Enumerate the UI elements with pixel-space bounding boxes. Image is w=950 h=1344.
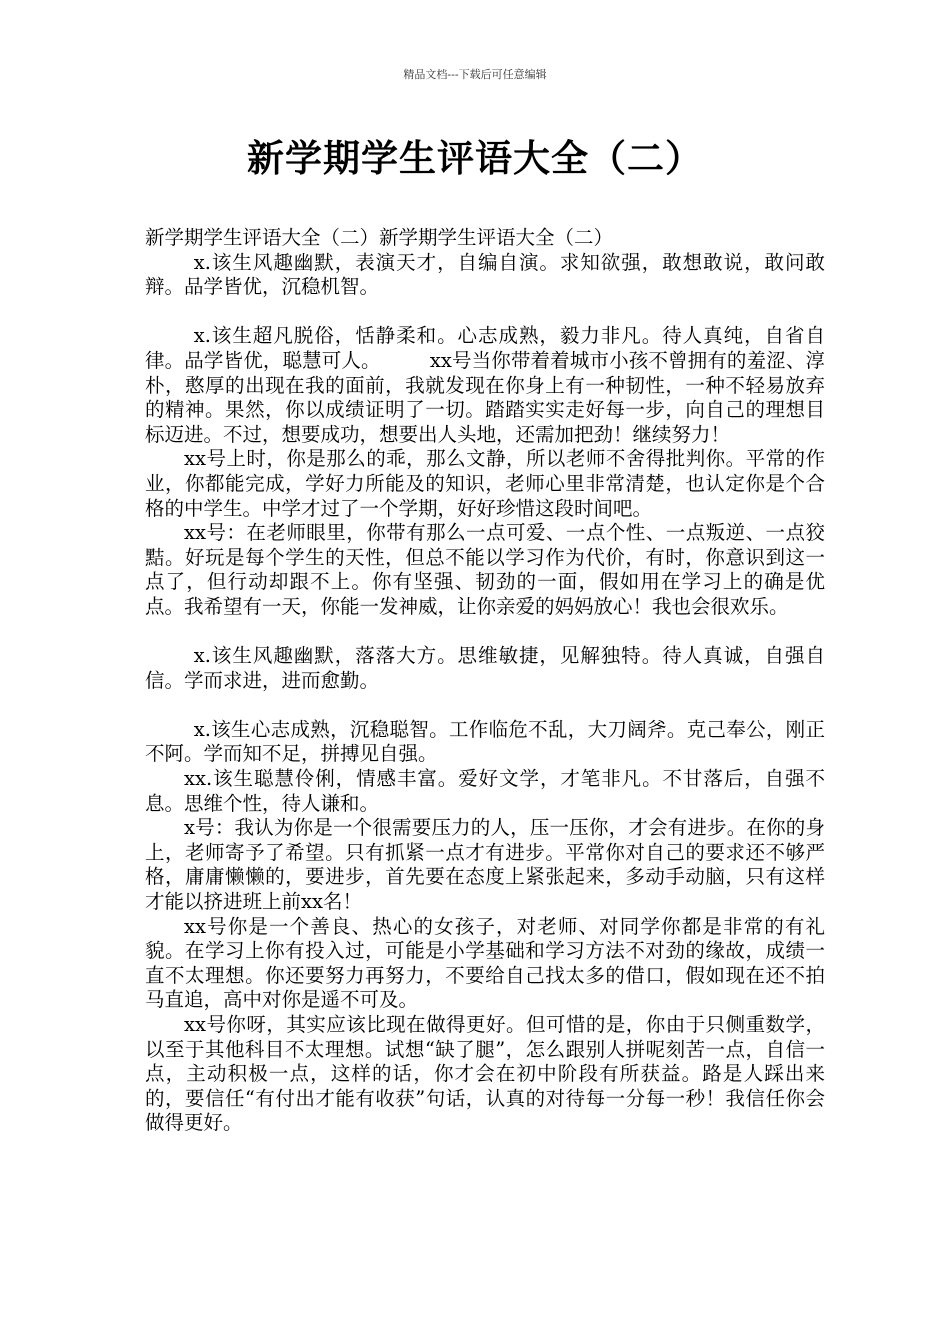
comment-paragraph: xx.该生聪慧伶俐，情感丰富。爱好文学，才笔非凡。不甘落后，自强不息。思维个性，待人谦和。: [145, 767, 825, 815]
comment-paragraph: x.该生风趣幽默，表演天才，自编自演。求知欲强，敢想敢说，敢问敢辩。品学皆优，沉稳机智。: [145, 250, 825, 299]
comment-paragraph: xx号上时，你是那么的乖，那么文静，所以老师不舍得批判你。平常的作业，你都能完成，学好力所能及的知识，老师心里非常清楚，也认定你是个合格的中学生。中学才过了一个学期，好好珍惜这段时间吧。: [145, 447, 825, 520]
comment-paragraph: xx号你是一个善良、热心的女孩子，对老师、对同学你都是非常的有礼貌。在学习上你有投入过，可能是小学基础和学习方法不对劲的缘故，成绩一直不太理想。你还要努力再努力，不要给自己找太多的借口，假如现在还不拍马直追，高中对你是遥不可及。: [145, 914, 825, 1012]
document-body: [145, 226, 825, 1136]
comment-paragraph: x号：我认为你是一个很需要压力的人，压一压你，才会有进步。在你的身上，老师寄予了希望。只有抓紧一点才有进步。平常你对自己的要求还不够严格，庸庸懒懒的，要进步，首先要在态度上紧张起来，多动手动脑，只有这样才能以挤进班上前xx名！: [145, 816, 825, 914]
document-title: 新学期学生评语大全（二）: [247, 136, 703, 180]
intro-line: 新学期学生评语大全（二）新学期学生评语大全（二）: [145, 226, 614, 249]
comment-paragraph: x.该生超凡脱俗，恬静柔和。心志成熟，毅力非凡。待人真纯，自省自律。品学皆优，聪慧可人。 xx号当你带着着城市小孩不曾拥有的羞涩、淳朴，憨厚的出现在我的面前，我就发现在你身上有一种韧性，一种不轻易放弃的精神。果然，你以成绩证明了一切。踏踏实实走好每一步，向自己的理想目标迈进。不过，想要成功，想要出人头地，还需加把劲！继续努力！: [145, 324, 825, 446]
comment-paragraph: xx号你呀，其实应该比现在做得更好。但可惜的是，你由于只侧重数学，以至于其他科目不太理想。试想“缺了腿”，怎么跟别人拼呢刻苦一点，自信一点，主动积极一点，这样的话，你才会在初中阶段有所获益。路是人踩出来的，要信任“有付出才能有收获”句话，认真的对待每一分每一秒！我信任你会做得更好。: [145, 1013, 825, 1135]
header-note: 精品文档---下载后可任意编辑: [403, 68, 547, 81]
comment-paragraph: x.该生风趣幽默，落落大方。思维敏捷，见解独特。待人真诚，自强自信。学而求进，进而愈勤。: [145, 644, 825, 692]
comment-paragraph: x.该生心志成熟，沉稳聪智。工作临危不乱，大刀阔斧。克己奉公，刚正不阿。学而知不足，拼搏见自强。: [145, 717, 825, 766]
comment-paragraph: xx号：在老师眼里，你带有那么一点可爱、一点个性、一点叛逆、一点狡黠。好玩是每个学生的天性，但总不能以学习作为代价，有时，你意识到这一点了，但行动却跟不上。你有坚强、韧劲的一面，假如用在学习上的确是优点。我希望有一天，你能一发神威，让你亲爱的妈妈放心！我也会很欢乐。: [145, 521, 825, 618]
